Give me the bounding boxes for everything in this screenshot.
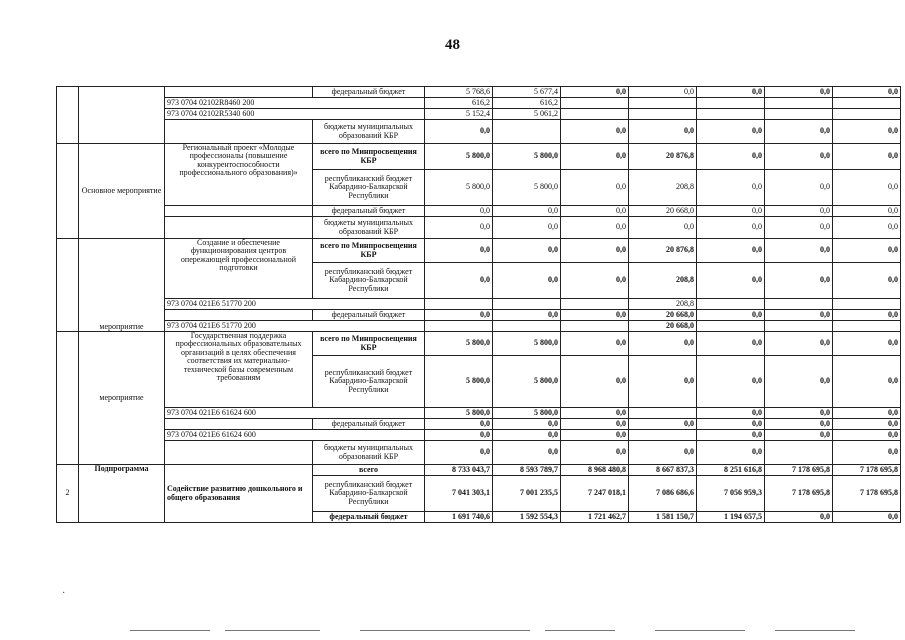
value-cell: 0,0 <box>493 310 561 321</box>
value-cell: 0,0 <box>697 263 765 299</box>
value-cell: 0,0 <box>561 263 629 299</box>
value-cell: 0,0 <box>629 332 697 356</box>
value-cell: 0,0 <box>697 332 765 356</box>
value-cell: 0,0 <box>833 239 901 263</box>
value-cell: 0,0 <box>833 170 901 206</box>
value-cell: 5 800,0 <box>425 408 493 419</box>
value-cell: 0,0 <box>833 263 901 299</box>
value-cell: 0,0 <box>561 419 629 430</box>
source-cell: всего <box>313 465 425 476</box>
value-cell: 5 800,0 <box>493 408 561 419</box>
value-cell: 7 247 018,1 <box>561 476 629 512</box>
value-cell: 0,0 <box>493 441 561 465</box>
value-cell <box>629 408 697 419</box>
value-cell: 0,0 <box>697 170 765 206</box>
value-cell: 1 691 740,6 <box>425 512 493 523</box>
value-cell: 7 001 235,5 <box>493 476 561 512</box>
value-cell: 0,0 <box>765 430 833 441</box>
value-cell: 0,0 <box>833 310 901 321</box>
value-cell <box>493 120 561 144</box>
value-cell: 5 800,0 <box>425 144 493 170</box>
value-cell: 616,2 <box>493 98 561 109</box>
value-cell: 7 041 303,1 <box>425 476 493 512</box>
activity-type: мероприятие <box>79 332 165 465</box>
value-cell: 8 733 043,7 <box>425 465 493 476</box>
table-row <box>57 206 901 217</box>
value-cell: 208,8 <box>629 170 697 206</box>
value-cell: 0,0 <box>697 356 765 408</box>
budget-code: 973 0704 021E6 61624 600 <box>165 408 425 419</box>
value-cell: 208,8 <box>629 263 697 299</box>
value-cell: 8 968 480,8 <box>561 465 629 476</box>
value-cell: 0,0 <box>765 356 833 408</box>
activity-type: Основное мероприятие <box>79 144 165 239</box>
value-cell: 0,0 <box>561 217 629 239</box>
source-cell: федеральный бюджет <box>313 512 425 523</box>
value-cell: 0,0 <box>833 441 901 465</box>
value-cell: 0,0 <box>833 512 901 523</box>
activity-type: мероприятие <box>79 239 165 332</box>
value-cell: 0,0 <box>697 217 765 239</box>
activity-name: Региональный проект «Молодые профессионалы (повышение конкурентоспособности профессионального образования)» <box>165 144 313 206</box>
value-cell: 1 194 657,5 <box>697 512 765 523</box>
value-cell: 0,0 <box>425 441 493 465</box>
value-cell: 0,0 <box>561 441 629 465</box>
value-cell: 0,0 <box>561 87 629 98</box>
value-cell: 0,0 <box>697 239 765 263</box>
value-cell: 0,0 <box>697 430 765 441</box>
value-cell: 20 876,8 <box>629 144 697 170</box>
budget-table <box>56 86 901 523</box>
table-row <box>57 98 901 109</box>
value-cell: 0,0 <box>833 217 901 239</box>
table-row <box>57 465 901 476</box>
value-cell: 0,0 <box>697 206 765 217</box>
name-cell <box>165 120 313 144</box>
value-cell: 5 677,4 <box>493 87 561 98</box>
num-cell <box>57 87 79 144</box>
value-cell: 1 721 462,7 <box>561 512 629 523</box>
value-cell: 7 086 686,6 <box>629 476 697 512</box>
value-cell: 5 800,0 <box>425 356 493 408</box>
value-cell: 0,0 <box>833 144 901 170</box>
value-cell: 616,2 <box>425 98 493 109</box>
value-cell: 0,0 <box>765 263 833 299</box>
value-cell: 0,0 <box>697 120 765 144</box>
value-cell: 0,0 <box>425 263 493 299</box>
value-cell: 0,0 <box>493 430 561 441</box>
value-cell: 0,0 <box>697 310 765 321</box>
value-cell: 0,0 <box>493 217 561 239</box>
value-cell: 0,0 <box>765 408 833 419</box>
value-cell: 0,0 <box>765 144 833 170</box>
value-cell: 0,0 <box>561 144 629 170</box>
value-cell: 0,0 <box>425 239 493 263</box>
source-cell: республиканский бюджет Кабардино-Балкарской Республики <box>313 476 425 512</box>
scan-artifacts <box>0 630 905 640</box>
value-cell: 0,0 <box>833 430 901 441</box>
source-cell: бюджеты муниципальных образований КБР <box>313 217 425 239</box>
table-row <box>57 217 901 239</box>
value-cell: 0,0 <box>765 512 833 523</box>
value-cell: 0,0 <box>561 120 629 144</box>
value-cell: 0,0 <box>697 144 765 170</box>
budget-code: 973 0704 021E6 51770 200 <box>165 321 425 332</box>
source-cell: федеральный бюджет <box>313 206 425 217</box>
activity-name: Государственная поддержка профессиональных образовательных организаций в целях обеспечения соответствия их материально-технической базы современным требованиям <box>165 332 313 408</box>
value-cell: 0,0 <box>765 310 833 321</box>
source-cell: бюджеты муниципальных образований КБР <box>313 441 425 465</box>
page-number: 48 <box>445 37 460 53</box>
value-cell: 8 251 616,8 <box>697 465 765 476</box>
type-cell <box>79 87 165 144</box>
value-cell: 0,0 <box>493 263 561 299</box>
value-cell: 0,0 <box>629 419 697 430</box>
value-cell: 0,0 <box>561 170 629 206</box>
value-cell: 0,0 <box>765 239 833 263</box>
value-cell: 5 800,0 <box>425 170 493 206</box>
source-cell: федеральный бюджет <box>313 419 425 430</box>
source-cell: федеральный бюджет <box>313 310 425 321</box>
value-cell: 5 061,2 <box>493 109 561 120</box>
budget-code: 973 0704 021E6 51770 200 <box>165 299 425 310</box>
table-row <box>57 441 901 465</box>
source-cell: бюджеты муниципальных образований КБР <box>313 120 425 144</box>
value-cell: 0,0 <box>765 217 833 239</box>
value-cell: 0,0 <box>425 419 493 430</box>
source-cell: всего по Минпросвещения КБР <box>313 239 425 263</box>
row-number: 2 <box>57 465 79 523</box>
table-row <box>57 144 901 170</box>
table-row <box>57 120 901 144</box>
value-cell: 0,0 <box>833 419 901 430</box>
value-cell: 7 178 695,8 <box>833 465 901 476</box>
value-cell: 0,0 <box>833 332 901 356</box>
table-row <box>57 332 901 356</box>
table-row <box>57 239 901 263</box>
value-cell: 1 581 150,7 <box>629 512 697 523</box>
value-cell: 0,0 <box>765 170 833 206</box>
source-cell: республиканский бюджет Кабардино-Балкарской Республики <box>313 170 425 206</box>
source-cell: республиканский бюджет Кабардино-Балкарской Республики <box>313 356 425 408</box>
value-cell: 0,0 <box>833 356 901 408</box>
value-cell: 0,0 <box>561 239 629 263</box>
value-cell: 0,0 <box>629 87 697 98</box>
table-row <box>57 87 901 98</box>
table-row <box>57 419 901 430</box>
value-cell: 5 800,0 <box>493 170 561 206</box>
value-cell: 20 668,0 <box>629 310 697 321</box>
value-cell: 208,8 <box>629 299 697 310</box>
budget-code: 973 0704 021E6 61624 600 <box>165 430 425 441</box>
value-cell: 0,0 <box>629 120 697 144</box>
value-cell: 0,0 <box>425 430 493 441</box>
value-cell <box>765 441 833 465</box>
subprogram-name: Содействие развитию дошкольного и общего образования <box>165 465 313 523</box>
table-row <box>57 408 901 419</box>
name-cell <box>165 87 313 98</box>
subprogram-type: Подпрограмма <box>79 465 165 523</box>
value-cell: 0,0 <box>629 217 697 239</box>
value-cell: 0,0 <box>765 332 833 356</box>
budget-code: 973 0704 02102R5340 600 <box>165 109 425 120</box>
value-cell: 5 152,4 <box>425 109 493 120</box>
value-cell: 5 800,0 <box>493 144 561 170</box>
value-cell: 5 800,0 <box>425 332 493 356</box>
budget-code: 973 0704 02102R8460 200 <box>165 98 425 109</box>
value-cell: 7 178 695,8 <box>765 476 833 512</box>
value-cell <box>629 430 697 441</box>
value-cell: 0,0 <box>833 206 901 217</box>
source-cell: республиканский бюджет Кабардино-Балкарской Республики <box>313 263 425 299</box>
value-cell: 5 800,0 <box>493 332 561 356</box>
scan-speck: · <box>62 588 66 599</box>
value-cell: 0,0 <box>765 120 833 144</box>
value-cell: 0,0 <box>493 239 561 263</box>
value-cell: 8 667 837,3 <box>629 465 697 476</box>
value-cell: 0,0 <box>561 206 629 217</box>
activity-name: Создание и обеспечение функционирования центров опережающей профессиональной подготовки <box>165 239 313 299</box>
value-cell: 0,0 <box>697 441 765 465</box>
value-cell: 0,0 <box>833 87 901 98</box>
value-cell: 5 768,6 <box>425 87 493 98</box>
value-cell: 7 056 959,3 <box>697 476 765 512</box>
value-cell: 0,0 <box>493 206 561 217</box>
value-cell: 5 800,0 <box>493 356 561 408</box>
table-row <box>57 430 901 441</box>
table-row <box>57 321 901 332</box>
value-cell: 0,0 <box>561 408 629 419</box>
value-cell: 0,0 <box>697 87 765 98</box>
value-cell: 0,0 <box>765 87 833 98</box>
source-cell: федеральный бюджет <box>313 87 425 98</box>
value-cell: 7 178 695,8 <box>833 476 901 512</box>
value-cell: 20 668,0 <box>629 321 697 332</box>
value-cell: 0,0 <box>833 120 901 144</box>
value-cell: 0,0 <box>833 408 901 419</box>
table-row <box>57 109 901 120</box>
value-cell: 0,0 <box>425 310 493 321</box>
source-cell: всего по Минпросвещения КБР <box>313 144 425 170</box>
value-cell: 0,0 <box>561 310 629 321</box>
source-cell: всего по Минпросвещения КБР <box>313 332 425 356</box>
value-cell: 0,0 <box>697 408 765 419</box>
value-cell: 7 178 695,8 <box>765 465 833 476</box>
table-row <box>57 310 901 321</box>
value-cell: 0,0 <box>561 356 629 408</box>
value-cell: 0,0 <box>425 120 493 144</box>
value-cell: 0,0 <box>561 332 629 356</box>
value-cell: 0,0 <box>425 206 493 217</box>
value-cell: 0,0 <box>765 419 833 430</box>
value-cell: 20 668,0 <box>629 206 697 217</box>
value-cell: 0,0 <box>561 430 629 441</box>
table-row <box>57 299 901 310</box>
value-cell: 8 593 789,7 <box>493 465 561 476</box>
value-cell: 1 592 554,3 <box>493 512 561 523</box>
value-cell: 0,0 <box>697 419 765 430</box>
value-cell: 0,0 <box>765 206 833 217</box>
value-cell: 0,0 <box>629 356 697 408</box>
value-cell: 0,0 <box>493 419 561 430</box>
value-cell: 0,0 <box>425 217 493 239</box>
value-cell: 0,0 <box>629 441 697 465</box>
value-cell: 20 876,8 <box>629 239 697 263</box>
